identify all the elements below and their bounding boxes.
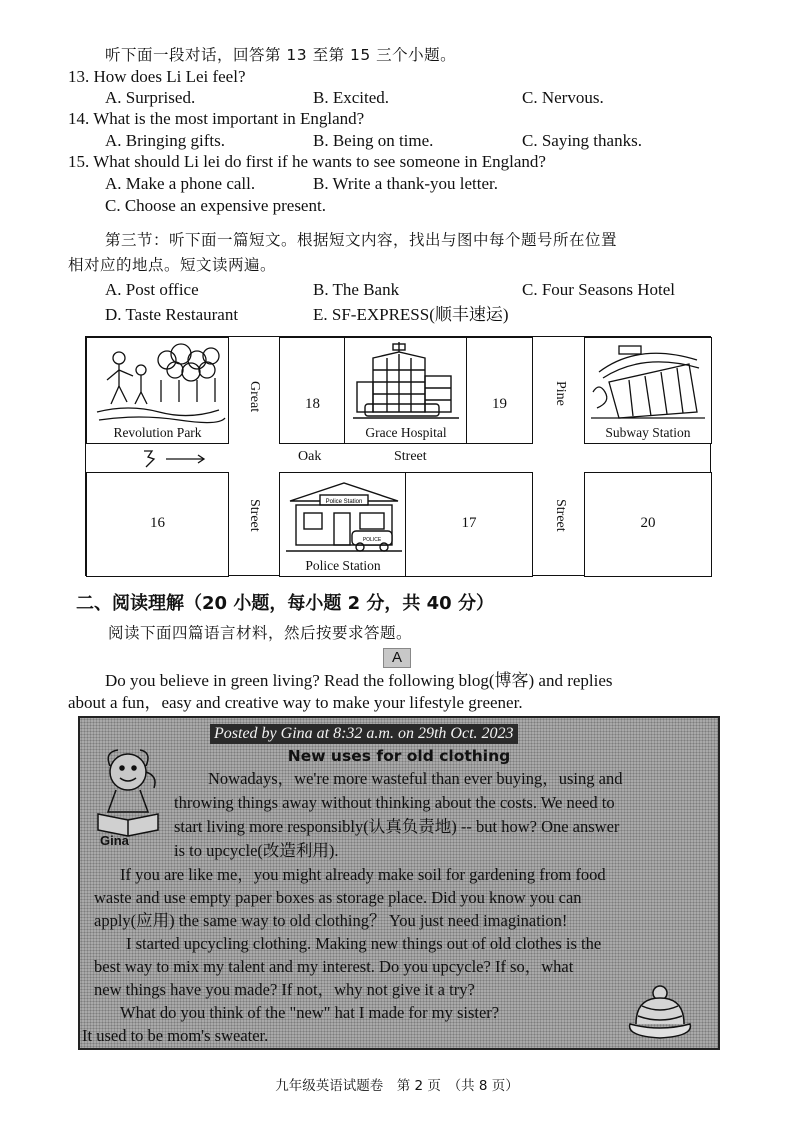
- q14-option-a: A. Bringing gifts.: [105, 131, 225, 150]
- section3-option-a: A. Post office: [105, 280, 199, 299]
- location-number-20: 20: [640, 515, 656, 531]
- map-cell-20: [584, 472, 712, 577]
- blog-line-12: It used to be mom's sweater.: [82, 1026, 269, 1045]
- map-cell-revolution-park: [86, 337, 229, 444]
- police-station-label: Police Station: [305, 558, 381, 573]
- q14-option-b: B. Being on time.: [313, 131, 434, 150]
- location-number-18: 18: [305, 396, 320, 412]
- blog-line-9: best way to mix my talent and my interest. Do you upcycle? If so，what: [94, 957, 574, 976]
- blog-line-6: waste and use empty paper boxes as storage place. Did you know you can: [94, 888, 582, 907]
- police-car-text: POLICE: [362, 537, 382, 543]
- grace-hospital-label: Grace Hospital: [365, 425, 447, 440]
- q13-option-c: C. Nervous.: [522, 88, 604, 107]
- great-street-suffix: Street: [247, 499, 262, 532]
- oak-street-suffix: Street: [394, 449, 427, 464]
- blog-post: [78, 716, 720, 1050]
- revolution-park-label: Revolution Park: [113, 425, 202, 440]
- q15-option-c: C. Choose an expensive present.: [105, 196, 326, 215]
- section3-option-d: D. Taste Restaurant: [105, 305, 239, 324]
- park-illustration: [89, 340, 229, 428]
- q14-option-c: C. Saying thanks.: [522, 131, 642, 150]
- blog-line-8: I started upcycling clothing. Making new things out of old clothes is the: [126, 934, 602, 953]
- map-cell-subway-station: [584, 337, 712, 444]
- blog-line-5: If you are like me，you might already make soil for gardening from food: [120, 865, 606, 884]
- street-map: [85, 336, 711, 576]
- map-cell-grace-hospital: [344, 337, 468, 444]
- section3-instruction-line1: 第三节：听下面一篇短文。根据短文内容，找出与图中每个题号所在位置: [105, 231, 618, 249]
- section3-option-c: C. Four Seasons Hotel: [522, 280, 675, 299]
- map-cell-19: [466, 337, 533, 444]
- pine-street-suffix: Street: [553, 499, 568, 532]
- map-cell-16: [86, 472, 229, 577]
- subway-illustration: [589, 342, 707, 424]
- q15-option-a: A. Make a phone call.: [105, 174, 256, 193]
- map-cell-18: [279, 337, 346, 444]
- listening-intro-13-15: 听下面一段对话，回答第 13 至第 15 三个小题。: [105, 46, 457, 64]
- reading-intro-line1: Do you believe in green living? Read the following blog(博客) and replies: [105, 671, 613, 690]
- hospital-illustration: [351, 342, 461, 424]
- map-cell-police-station: [279, 472, 407, 577]
- blog-line-11: What do you think of the "new" hat I made for my sister?: [120, 1003, 500, 1022]
- location-number-16: 16: [150, 515, 165, 531]
- reading-intro-line2: about a fun，easy and creative way to make your lifestyle greener.: [68, 693, 523, 712]
- location-number-17: 17: [461, 515, 477, 531]
- blog-line-4: is to upcycle(改造利用).: [174, 841, 339, 860]
- q15-option-b: B. Write a thank-you letter.: [313, 174, 499, 193]
- question-13-stem: 13. How does Li Lei feel?: [68, 67, 246, 86]
- location-number-19: 19: [492, 396, 507, 412]
- section3-option-b: B. The Bank: [313, 280, 400, 299]
- question-15-stem: 15. What should Li lei do first if he wants to see someone in England?: [68, 152, 546, 171]
- map-cell-17: [405, 472, 533, 577]
- pine-street-name: Pine: [553, 381, 568, 406]
- police-sign-text: Police Station: [325, 499, 363, 505]
- arrow-icon: [138, 449, 208, 469]
- blog-posted-line: Posted by Gina at 8:32 a.m. on 29th Oct. 2023: [210, 724, 518, 744]
- blog-line-1: Nowadays，we're more wasteful than ever buying，using and: [208, 769, 623, 788]
- knitted-hat-icon: [624, 984, 696, 1040]
- section3-option-e: E. SF-EXPRESS(顺丰速运): [313, 305, 509, 324]
- passage-a-label: A: [383, 648, 411, 668]
- section3-instruction-line2: 相对应的地点。短文读两遍。: [68, 256, 277, 274]
- q13-option-a: A. Surprised.: [105, 88, 196, 107]
- question-14-stem: 14. What is the most important in England?: [68, 109, 365, 128]
- blog-author-name: Gina: [100, 833, 129, 848]
- page-footer: 九年级英语试题卷 第 2 页 （共 8 页）: [275, 1078, 519, 1094]
- subway-station-label: Subway Station: [605, 425, 691, 440]
- oak-street-name: Oak: [298, 449, 322, 464]
- blog-line-3: start living more responsibly(认真负责地) -- but how? One answer: [174, 817, 620, 836]
- blog-title: New uses for old clothing: [287, 747, 511, 765]
- blog-line-10: new things have you made? If not，why not give it a try?: [94, 980, 475, 999]
- blog-line-7: apply(应用) the same way to old clothing？ You just need imagination!: [94, 911, 568, 930]
- reading-heading: 二、阅读理解（20 小题，每小题 2 分，共 40 分）: [76, 593, 494, 614]
- great-street-name: Great: [247, 381, 262, 413]
- police-station-illustration: [284, 475, 404, 555]
- q13-option-b: B. Excited.: [313, 88, 390, 107]
- blog-line-2: throwing things away without thinking about the costs. We need to: [174, 793, 615, 812]
- reading-instruction: 阅读下面四篇语言材料，然后按要求答题。: [108, 624, 413, 642]
